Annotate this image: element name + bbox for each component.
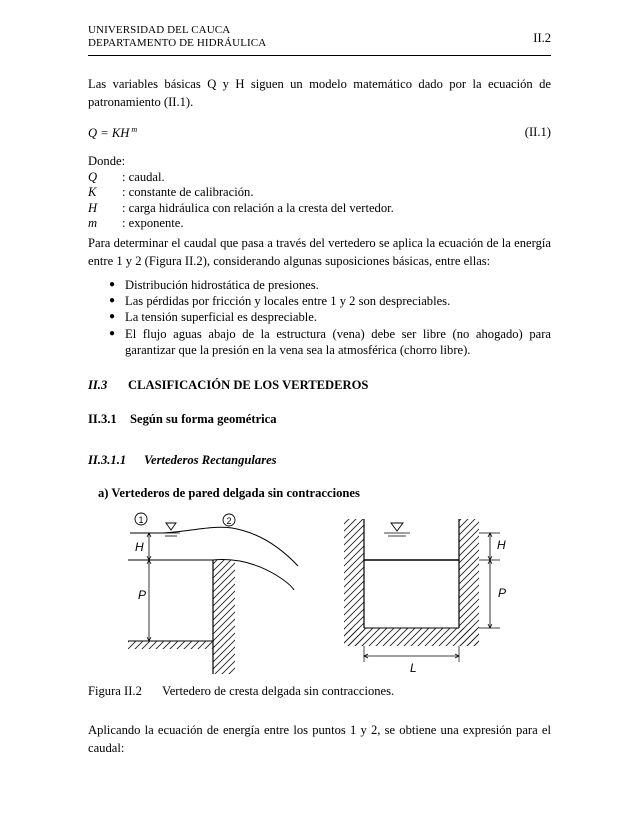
section-number: II.3.1 — [88, 412, 117, 426]
equation-body: Q = KH — [88, 126, 130, 141]
section-title: CLASIFICACIÓN DE LOS VERTEDEROS — [128, 378, 369, 392]
label-H-left: H — [135, 540, 144, 554]
weir-body-hatch — [344, 628, 479, 646]
label-L: L — [410, 661, 417, 675]
intro-paragraph: Las variables básicas Q y H siguen un modelo matemático dado por la ecuación de patronamiento (II.1). — [88, 77, 551, 109]
header-department: DEPARTAMENTO DE HIDRÁULICA — [88, 37, 267, 49]
point-1-label: 1 — [138, 515, 144, 525]
point-2-label: 2 — [226, 516, 232, 526]
list-item: ● Las pérdidas por fricción y locales entre 1 y 2 son despreciables. — [88, 293, 551, 309]
water-surface-icon — [391, 523, 403, 531]
definition-row: K : constante de calibración. — [88, 185, 254, 200]
header-university: UNIVERSIDAD DEL CAUCA — [88, 24, 231, 36]
channel-bottom-hatch — [128, 641, 213, 649]
closing-paragraph: Aplicando la ecuación de energía entre los puntos 1 y 2, se obtiene una expresión para el caudal: — [88, 723, 551, 755]
caption-label: Figura II.2 — [88, 684, 142, 698]
label-P-left: P — [138, 588, 147, 602]
weir-plate-hatch — [213, 560, 235, 674]
bullet-icon: ● — [109, 311, 116, 323]
header-page-number: II.2 — [533, 31, 551, 45]
subsection-heading-a: a) Vertederos de pared delgada sin contracciones — [98, 486, 360, 500]
weir-cross-section-diagram — [344, 519, 506, 675]
section-number: II.3.1.1 — [88, 453, 127, 467]
section-title: Vertederos Rectangulares — [144, 453, 277, 467]
equation-exponent: m — [131, 125, 138, 134]
section-number: II.3 — [88, 378, 108, 392]
definition-row: m : exponente. — [88, 216, 184, 231]
figure-caption — [88, 684, 394, 699]
list-item: ● La tensión superficial es despreciable. — [88, 309, 551, 325]
list-item: ● El flujo aguas abajo de la estructura (vena) debe ser libre (no ahogado) para garantizar que la presión en la vena sea la atmosférica (chorro libre). — [88, 326, 551, 358]
definition-row: Q : caudal. — [88, 169, 165, 184]
definition-row: H : carga hidráulica con relación a la cresta del vertedor. — [88, 200, 394, 215]
water-surface-icon — [166, 523, 176, 530]
bullet-icon: ● — [109, 327, 116, 339]
list-item: ● Distribución hidrostática de presiones. — [88, 277, 551, 293]
label-H-right: H — [497, 538, 506, 552]
donde-label: Donde: — [88, 154, 126, 168]
section-title: Según su forma geométrica — [130, 412, 277, 426]
bullet-icon: ● — [109, 295, 116, 307]
right-wall-hatch — [459, 519, 479, 646]
assumptions-paragraph: Para determinar el caudal que pasa a través del vertedero se aplica la ecuación de la energía entre 1 y 2 (Figura II.2), considerando algunas suposiciones básicas, entre ellas: — [88, 236, 551, 268]
label-P-right: P — [498, 586, 507, 600]
bullet-icon: ● — [109, 279, 116, 290]
left-wall-hatch — [344, 519, 364, 646]
weir-profile-diagram — [128, 513, 298, 674]
caption-text: Vertedero de cresta delgada sin contracciones. — [162, 684, 395, 698]
equation-reference: (II.1) — [524, 125, 551, 139]
